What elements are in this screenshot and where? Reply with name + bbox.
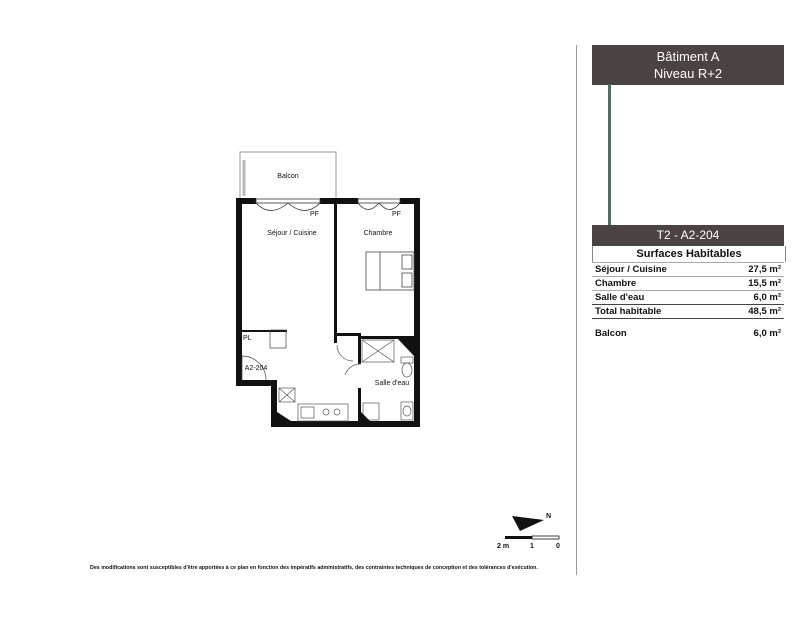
- wall-corner-2: [361, 412, 370, 421]
- tag-pf-2: PF: [392, 211, 401, 218]
- building-name: Bâtiment A: [656, 49, 720, 64]
- washbasin: [401, 402, 413, 420]
- surface-row: [592, 291, 784, 305]
- surface-value: 27,5 m²: [720, 263, 784, 277]
- separator-line: [576, 45, 577, 575]
- tag-entry: A2-204: [244, 365, 268, 372]
- bed: [366, 252, 414, 290]
- room-label-chambre: Chambre: [363, 230, 393, 237]
- tag-pf-1: PF: [310, 211, 319, 218]
- wall-corner: [277, 412, 291, 421]
- surface-balcon-row: [592, 319, 784, 341]
- surface-label: Salle d'eau: [592, 291, 720, 305]
- surface-total-label: Total habitable: [592, 305, 720, 319]
- surface-balcon-label: Balcon: [595, 328, 627, 339]
- scale-label-0: 0: [556, 543, 560, 550]
- surface-value: 15,5 m²: [720, 277, 784, 291]
- shower: [362, 340, 394, 362]
- connector-line: [608, 84, 611, 225]
- scale-label-2m: 2 m: [497, 543, 510, 550]
- surface-value: 6,0 m²: [720, 291, 784, 305]
- surface-row: [592, 263, 784, 277]
- interior-doors: [337, 345, 361, 375]
- room-label-balcon: Balcon: [277, 173, 299, 180]
- compass-north: N: [546, 513, 552, 520]
- surface-row: [592, 277, 784, 291]
- surface-label: Séjour / Cuisine: [592, 263, 720, 277]
- room-label-salle-eau: Salle d'eau: [374, 380, 410, 387]
- surfaces-heading: Surfaces Habitables: [592, 246, 786, 262]
- compass-icon: [512, 516, 544, 531]
- tag-pl: PL: [243, 335, 252, 342]
- building-level: Niveau R+2: [653, 66, 723, 81]
- room-label-sejour: Séjour / Cuisine: [267, 230, 317, 237]
- surface-balcon-value: 6,0 m²: [753, 328, 781, 339]
- building-header: [592, 45, 784, 85]
- surface-total-value: 48,5 m²: [720, 305, 784, 319]
- surface-label: Chambre: [592, 277, 720, 291]
- disclaimer: Des modifications sont susceptibles d'être apportées à ce plan en fonction des impératifs administratifs, des contraintes techniques de conception et des tolérances d'exécution.: [90, 565, 538, 571]
- surfaces-table: [592, 262, 784, 340]
- surface-total-row: [592, 305, 784, 319]
- scale-label-1: 1: [530, 543, 534, 550]
- lot-header: T2 - A2-204: [592, 225, 784, 246]
- duct: [398, 339, 414, 356]
- scale-bar: [505, 536, 559, 539]
- closet-pl: [270, 330, 286, 348]
- kitchen-counter: [279, 388, 348, 421]
- toilet: [401, 357, 413, 377]
